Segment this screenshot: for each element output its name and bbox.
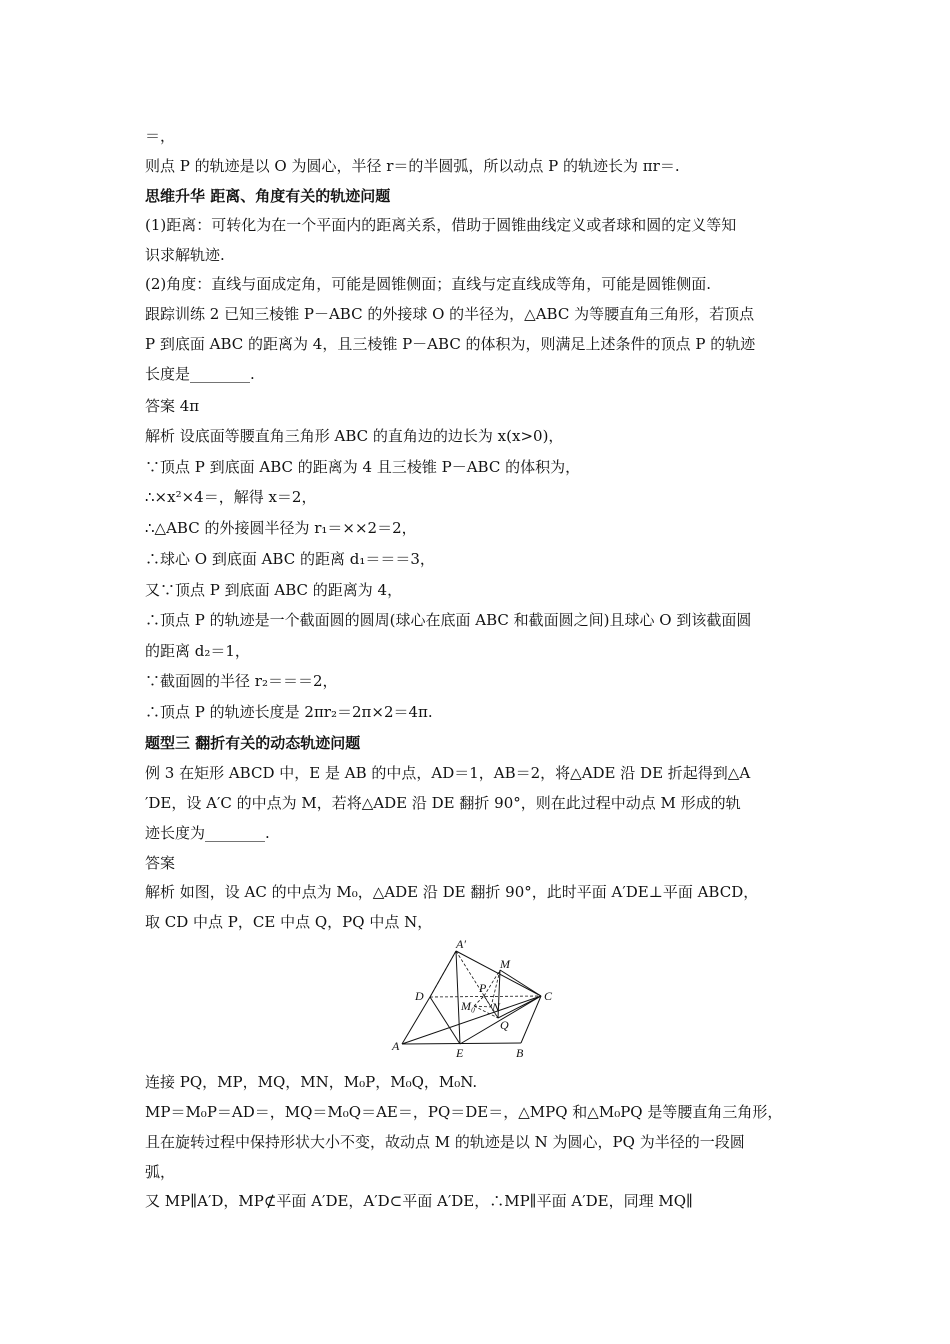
text-line: ＝， [145, 127, 176, 145]
solution-line: 又∵顶点 P 到底面 ABC 的距离为 4， [145, 581, 403, 599]
solution-line: 又 MP∥A′D，MP⊄平面 A′DE，A′D⊂平面 A′DE，∴MP∥平面 A′DE，同理 MQ∥ [145, 1192, 693, 1210]
solution-line: 弧， [145, 1163, 176, 1181]
geometry-figure [390, 938, 560, 1060]
exercise-line: 长度是________. [145, 365, 255, 383]
solution-line: 解析 如图，设 AC 的中点为 M₀，△ADE 沿 DE 翻折 90°，此时平面 A′DE⊥平面 ABCD， [145, 883, 759, 901]
label-a: A [392, 1039, 400, 1053]
solution-line: 取 CD 中点 P，CE 中点 Q，PQ 中点 N， [145, 913, 433, 931]
section-heading: 题型三 翻折有关的动态轨迹问题 [145, 734, 361, 752]
text-line: 则点 P 的轨迹是以 O 为圆心，半径 r＝的半圆弧，所以动点 P 的轨迹长为 πr＝. [145, 157, 680, 175]
example-line: 迹长度为________. [145, 824, 270, 842]
solution-line: MP＝M₀P＝AD＝，MQ＝M₀Q＝AE＝，PQ＝DE＝，△MPQ 和△M₀PQ 是等腰直角三角形， [145, 1103, 783, 1121]
label-c: C [544, 989, 553, 1003]
exercise-line: P 到底面 ABC 的距离为 4，且三棱锥 P－ABC 的体积为，则满足上述条件的顶点 P 的轨迹 [145, 335, 756, 353]
exercise-line: 跟踪训练 2 已知三棱锥 P－ABC 的外接球 O 的半径为，△ABC 为等腰直角三角形，若顶点 [145, 305, 755, 323]
text-line: (2)角度：直线与面成定角，可能是圆锥侧面；直线与定直线成等角，可能是圆锥侧面. [145, 275, 712, 293]
label-p: P [479, 981, 487, 995]
solution-line: 的距离 d₂＝1， [145, 642, 250, 660]
solution-line: ∴△ABC 的外接圆半径为 r₁＝××2＝2， [145, 519, 417, 537]
solution-line: ∴×x²×4＝，解得 x＝2， [145, 488, 317, 506]
label-q: Q [500, 1018, 509, 1032]
solution-line: ∵顶点 P 到底面 ABC 的距离为 4 且三棱锥 P－ABC 的体积为， [145, 458, 581, 476]
label-m0: M₀ [461, 999, 476, 1013]
answer-line: 答案 [145, 854, 176, 872]
label-m: M [500, 957, 510, 971]
text-line: 识求解轨迹. [145, 246, 225, 264]
solution-line: ∴球心 O 到底面 ABC 的距离 d₁＝＝＝3， [145, 550, 435, 568]
solution-line: 且在旋转过程中保持形状大小不变，故动点 M 的轨迹是以 N 为圆心，PQ 为半径的一段圆 [145, 1133, 745, 1151]
example-line: ′DE，设 A′C 的中点为 M，若将△ADE 沿 DE 翻折 90°，则在此过程中动点 M 形成的轨 [145, 794, 741, 812]
label-n: N [492, 1000, 501, 1014]
label-d: D [415, 989, 424, 1003]
label-e: E [456, 1046, 464, 1060]
label-a-prime: A′ [456, 938, 466, 951]
label-b: B [516, 1046, 524, 1060]
answer-line: 答案 4π [145, 397, 200, 415]
solution-line: ∴顶点 P 的轨迹长度是 2πr₂＝2π×2＝4π. [145, 703, 433, 721]
section-heading: 思维升华 距离、角度有关的轨迹问题 [145, 187, 391, 205]
example-line: 例 3 在矩形 ABCD 中，E 是 AB 的中点，AD＝1，AB＝2，将△ADE 沿 DE 折起得到△A [145, 764, 751, 782]
solution-line: ∴顶点 P 的轨迹是一个截面圆的圆周(球心在底面 ABC 和截面圆之间)且球心 O 到该截面圆 [145, 611, 752, 629]
text-line: (1)距离：可转化为在一个平面内的距离关系，借助于圆锥曲线定义或者球和圆的定义等知 [145, 216, 737, 234]
solution-line: 连接 PQ，MP，MQ，MN，M₀P，M₀Q，M₀N. [145, 1073, 478, 1091]
solution-line: ∵截面圆的半径 r₂＝＝＝2， [145, 672, 338, 690]
solution-line: 解析 设底面等腰直角三角形 ABC 的直角边的边长为 x(x>0)， [145, 427, 564, 445]
